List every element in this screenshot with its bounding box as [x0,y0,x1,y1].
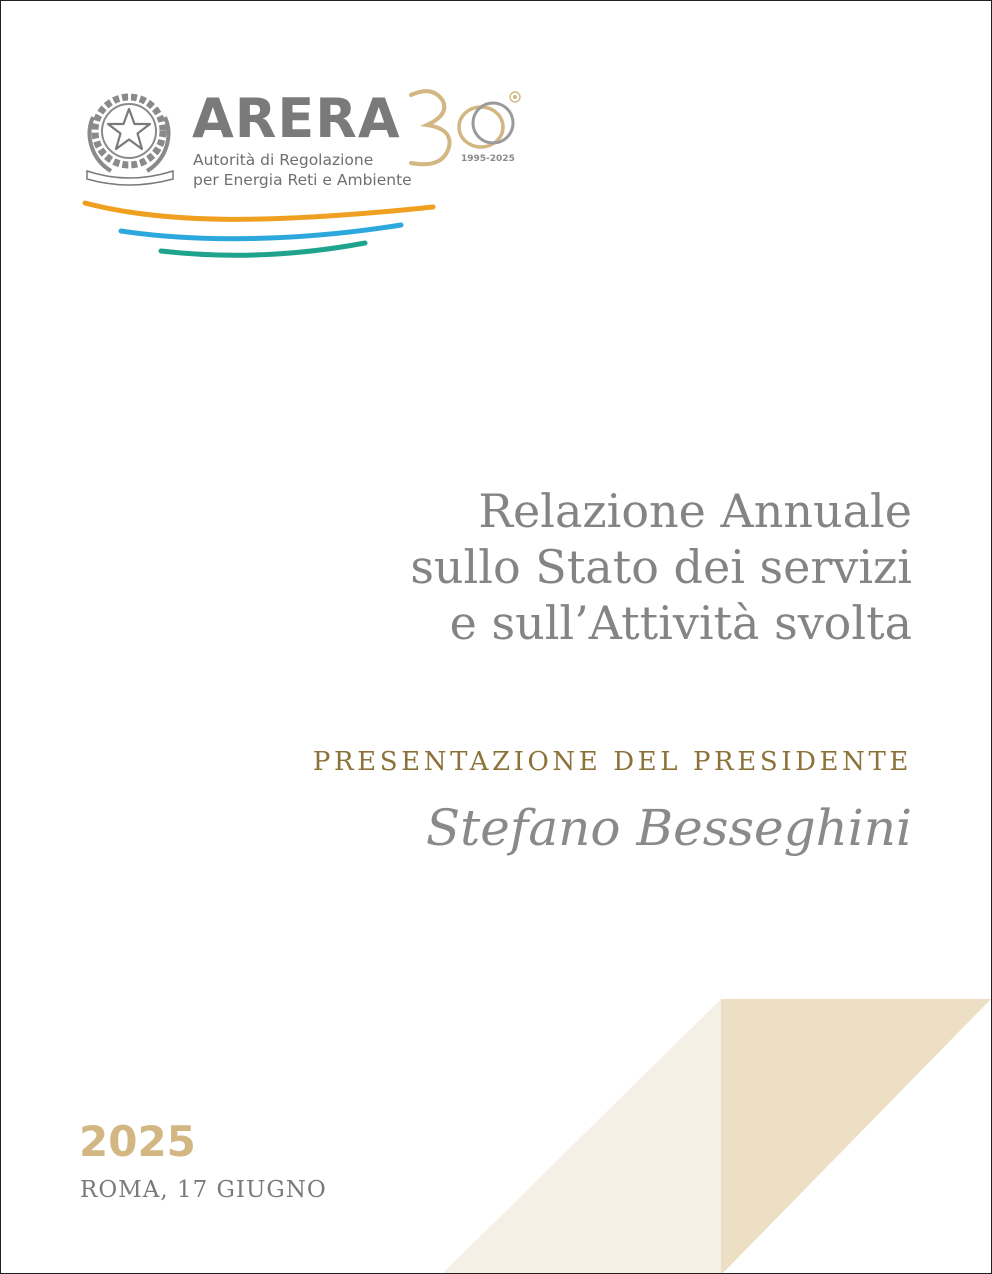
arera-logo [81,87,541,267]
presentation-label: PRESENTAZIONE DEL PRESIDENTE [312,747,912,777]
italian-republic-emblem-icon [81,87,181,187]
place-date: ROMA, 17 GIUGNO [80,1177,327,1203]
title-line-2: sullo Stato dei servizi [410,540,912,594]
president-name: Stefano Besseghini [425,799,912,857]
brand-subtitle-line1: Autorità di Regolazione [193,151,374,169]
report-year: 2025 [79,1117,196,1166]
corner-decoration [441,997,992,1274]
waves-graphic [81,191,441,271]
brand-subtitle-line2: per Energia Reti e Ambiente [193,171,412,189]
title-line-1: Relazione Annuale [478,484,912,538]
report-title [410,483,912,651]
anniversary-years: 1995-2025 [461,154,515,164]
title-line-3: e sull’Attività svolta [449,596,912,650]
brand-name: ARERA [192,87,401,150]
